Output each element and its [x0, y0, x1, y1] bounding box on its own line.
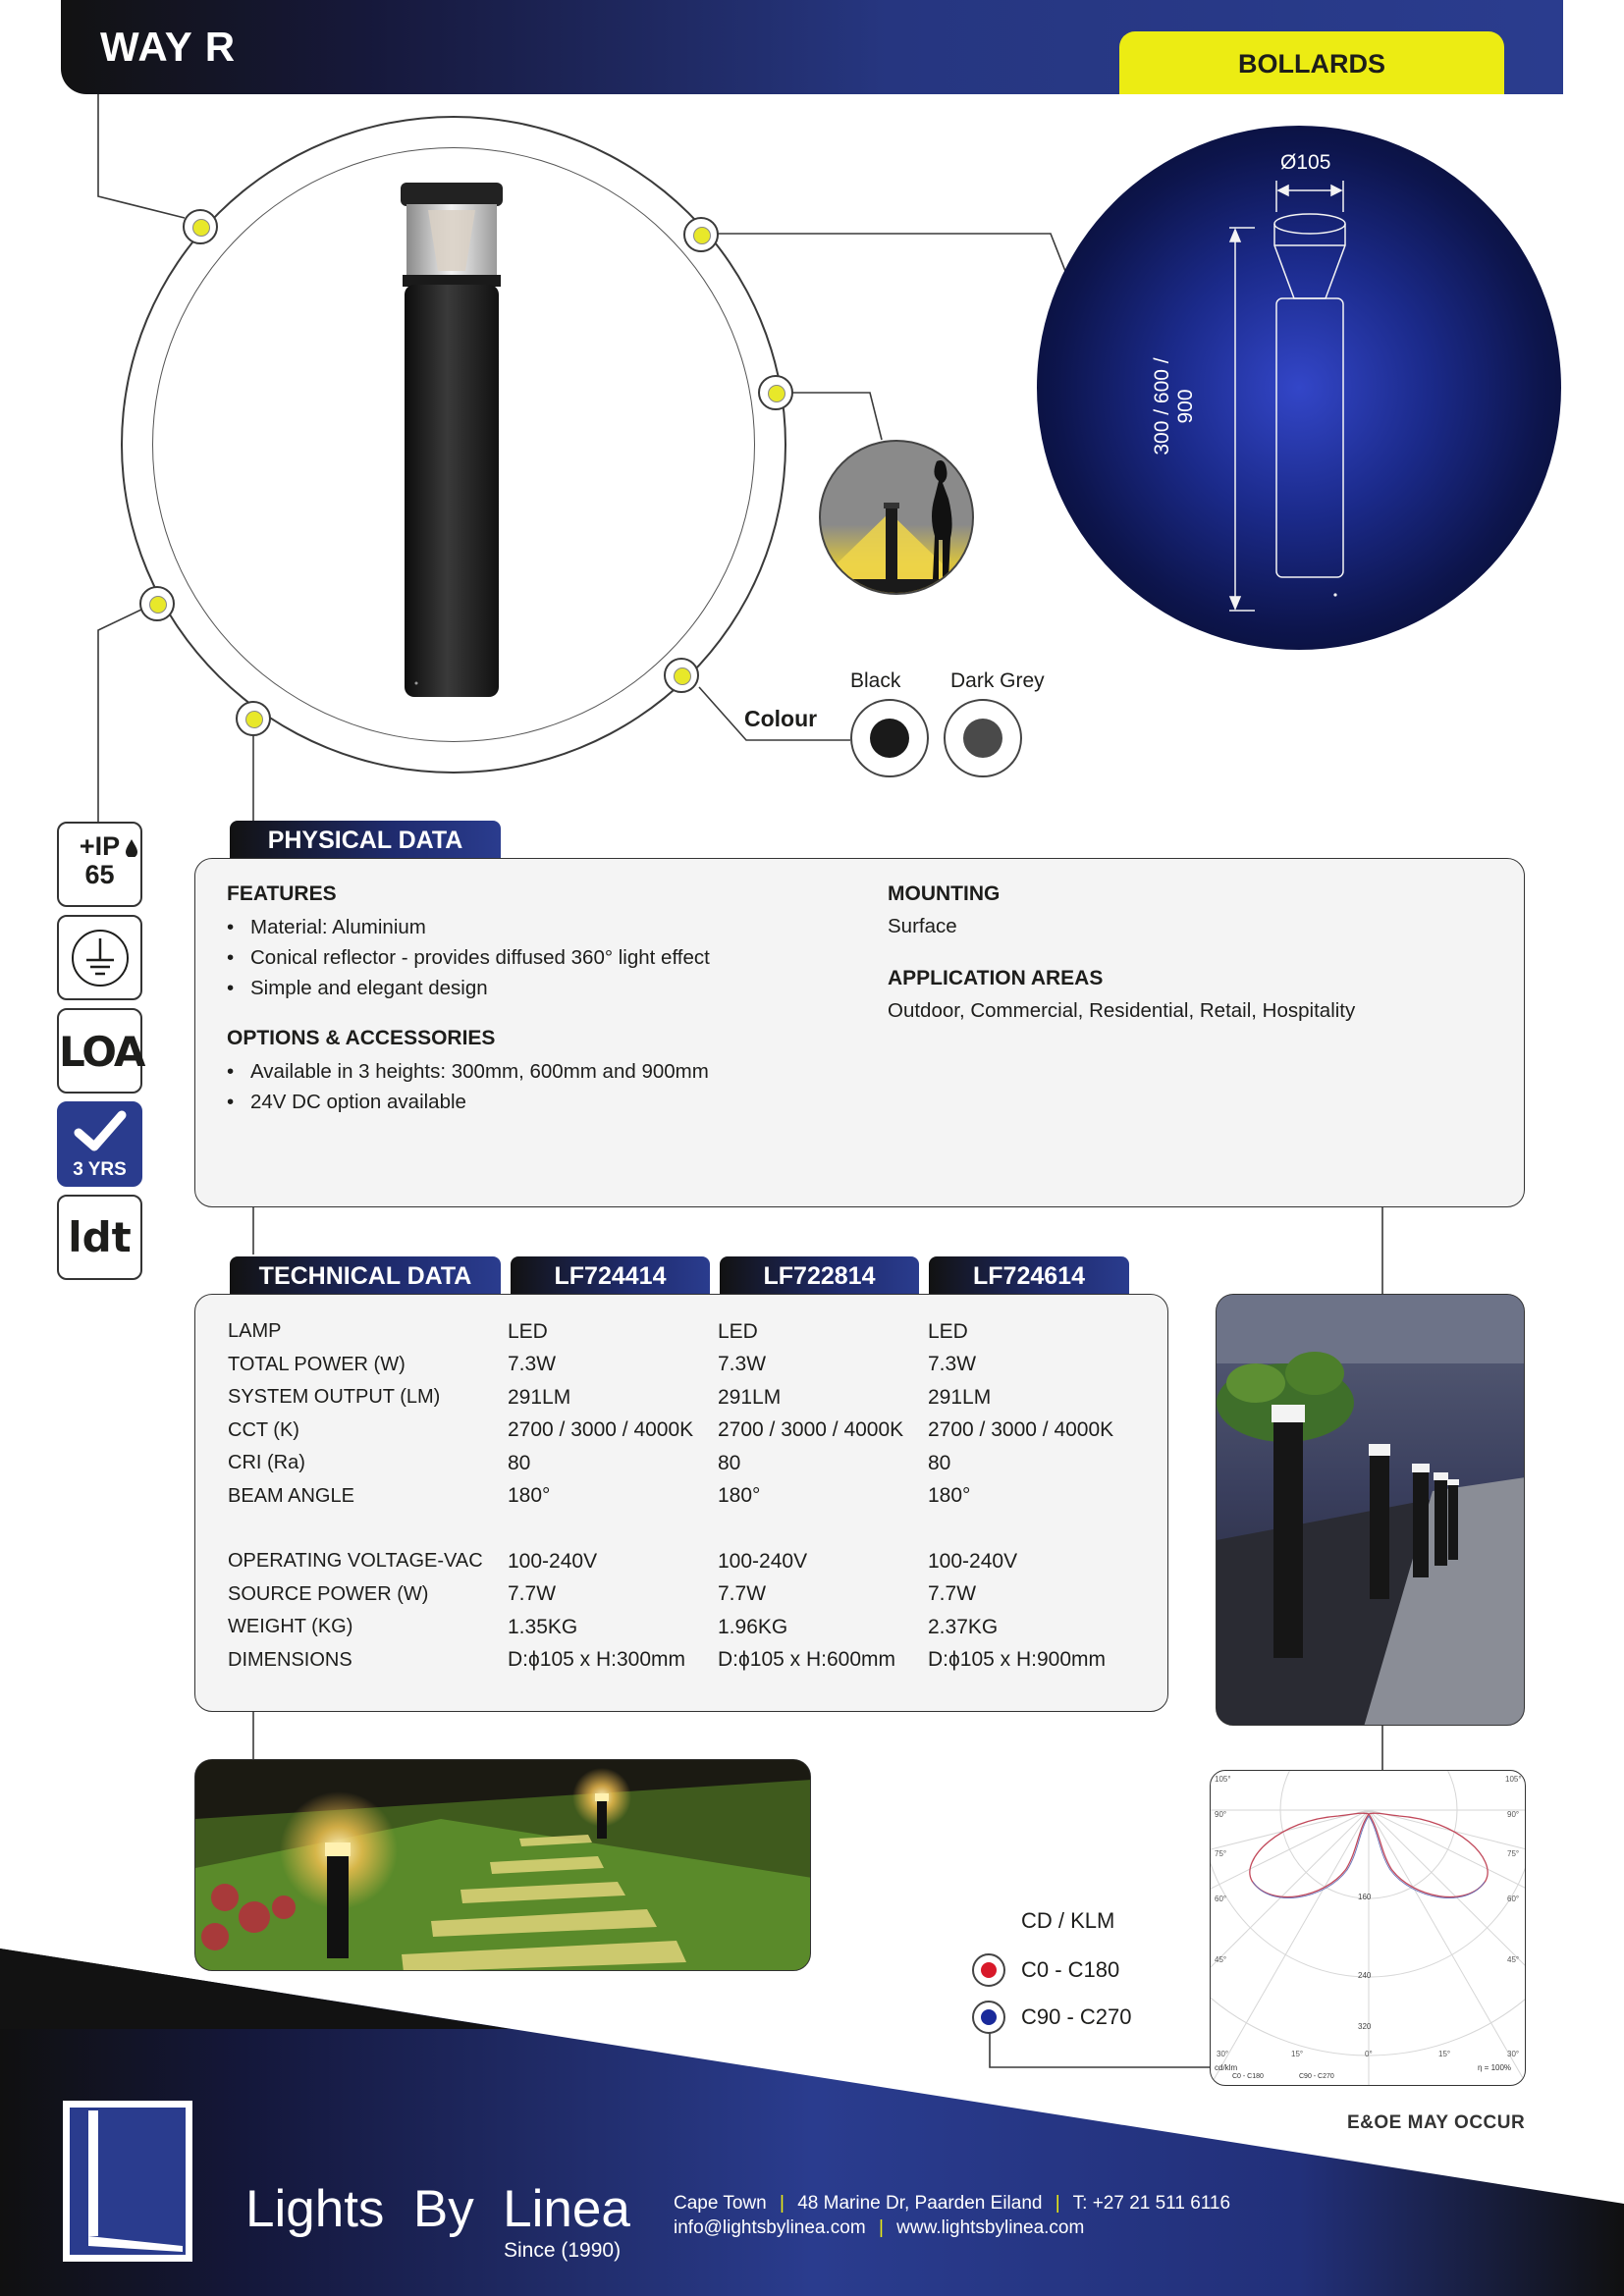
- spec-value: 180°: [718, 1484, 761, 1508]
- features-heading: FEATURES: [227, 882, 337, 905]
- spec-value: 7.3W: [508, 1353, 557, 1376]
- corner-unit-label: cd/klm: [1215, 2063, 1238, 2072]
- angle-label: 45°: [1507, 1955, 1520, 1964]
- spec-value: 100-240V: [508, 1549, 598, 1573]
- spec-value: 80: [508, 1451, 531, 1474]
- loa-badge: [57, 1008, 142, 1094]
- ring-marker[interactable]: [183, 209, 218, 244]
- spec-value: 7.7W: [928, 1582, 977, 1606]
- spec-label: CCT (K): [228, 1418, 299, 1441]
- tab-physical-data[interactable]: PHYSICAL DATA: [230, 821, 501, 860]
- table-row: [228, 1611, 1138, 1644]
- spec-label: CRI (Ra): [228, 1452, 305, 1474]
- ring-marker[interactable]: [758, 375, 793, 410]
- photometric-unit-label: CD / KLM: [1021, 1908, 1115, 1933]
- category-tab[interactable]: BOLLARDS: [1119, 31, 1504, 94]
- angle-label: 45°: [1215, 1955, 1227, 1964]
- brand-name: Lights By Linea: [245, 2180, 630, 2238]
- angle-label: 105°: [1215, 1775, 1231, 1784]
- ring-label: 240: [1358, 1971, 1372, 1980]
- table-row: [228, 1480, 1138, 1514]
- contact-line-2: [674, 2217, 1084, 2239]
- swatch-dark-grey[interactable]: [944, 699, 1022, 777]
- tab-model-lf724414[interactable]: LF724414: [511, 1256, 710, 1296]
- checkmark-icon: [59, 1103, 141, 1158]
- mini-legend-c90: C90 - C270: [1299, 2073, 1334, 2080]
- separator: |: [1055, 2193, 1060, 2214]
- spec-label: OPERATING VOLTAGE-VAC: [228, 1550, 483, 1573]
- spec-value: 80: [718, 1451, 741, 1474]
- table-row: [228, 1578, 1138, 1612]
- spec-value: 7.3W: [928, 1353, 977, 1376]
- spec-value: 100-240V: [718, 1549, 808, 1573]
- disclaimer: E&OE MAY OCCUR: [1347, 2112, 1526, 2133]
- spec-value: 7.3W: [718, 1353, 767, 1376]
- bollard-product-image: [393, 181, 511, 705]
- application-heading: APPLICATION AREAS: [888, 967, 1104, 989]
- angle-label: 60°: [1507, 1895, 1520, 1903]
- spec-value: 291LM: [508, 1385, 571, 1409]
- ring-marker[interactable]: [236, 701, 271, 736]
- spec-label: BEAM ANGLE: [228, 1484, 354, 1507]
- angle-label: 60°: [1215, 1895, 1227, 1903]
- website-link[interactable]: www.lightsbylinea.com: [896, 2217, 1085, 2238]
- angle-label: 90°: [1507, 1810, 1520, 1819]
- ring-marker[interactable]: [683, 217, 719, 252]
- angle-label: 15°: [1438, 2050, 1451, 2058]
- legend-c0-label: C0 - C180: [1021, 1957, 1120, 1982]
- spec-label: SYSTEM OUTPUT (LM): [228, 1386, 441, 1409]
- list-item: • Conical reflector - provides diffused 360° light effect: [227, 942, 855, 973]
- warranty-badge: [57, 1101, 142, 1187]
- mounting-heading: MOUNTING: [888, 882, 1001, 905]
- spec-value: 1.35KG: [508, 1615, 578, 1638]
- water-drop-icon: [126, 839, 137, 857]
- height-label: 300 / 600 / 900: [1151, 357, 1197, 455]
- features-list: [227, 912, 855, 1003]
- table-row: [228, 1415, 1138, 1448]
- colour-label: Colour: [744, 706, 818, 731]
- table-row: [228, 1644, 1138, 1678]
- spec-value: D:ϕ105 x H:900mm: [928, 1648, 1106, 1672]
- options-list: [227, 1056, 855, 1117]
- garden-path-photo: [194, 1759, 811, 1971]
- swatch-black-label: Black: [850, 669, 901, 692]
- list-item: • Material: Aluminium: [227, 912, 855, 942]
- angle-label: 105°: [1505, 1775, 1522, 1784]
- spec-value: LED: [928, 1319, 968, 1343]
- loa-label: LOA: [59, 1028, 144, 1076]
- physical-data-panel: [194, 858, 1525, 1207]
- spec-label: LAMP: [228, 1320, 282, 1343]
- beam-scene-illustration: [819, 440, 974, 595]
- spec-value: 180°: [508, 1484, 551, 1508]
- earth-class-badge: [57, 915, 142, 1000]
- tab-model-lf724614[interactable]: LF724614: [929, 1256, 1129, 1296]
- ip65-badge: [57, 822, 142, 907]
- list-item: • Available in 3 heights: 300mm, 600mm and 900mm: [227, 1056, 855, 1087]
- ring-marker[interactable]: [664, 658, 699, 693]
- tab-technical-data[interactable]: TECHNICAL DATA: [230, 1256, 501, 1296]
- table-spacer: [228, 1513, 1138, 1545]
- spec-value: 2.37KG: [928, 1615, 999, 1638]
- bollard-installation-photo: [1216, 1294, 1525, 1726]
- spec-label: TOTAL POWER (W): [228, 1353, 406, 1375]
- spec-label: SOURCE POWER (W): [228, 1582, 429, 1605]
- technical-data-table: [228, 1315, 1138, 1677]
- spec-label: WEIGHT (KG): [228, 1616, 353, 1638]
- efficiency-label: η = 100%: [1478, 2063, 1512, 2072]
- ring-label: 320: [1358, 2022, 1372, 2031]
- contact-address: 48 Marine Dr, Paarden Eiland: [797, 2193, 1043, 2214]
- swatch-black[interactable]: [850, 699, 929, 777]
- spec-value: D:ϕ105 x H:300mm: [508, 1648, 685, 1672]
- angle-label: 30°: [1217, 2050, 1229, 2058]
- table-row: [228, 1447, 1138, 1480]
- ip-rating: 65: [84, 860, 115, 889]
- list-item: • Simple and elegant design: [227, 973, 855, 1003]
- contact-phone[interactable]: T: +27 21 511 6116: [1072, 2193, 1231, 2214]
- spec-value: LED: [718, 1319, 758, 1343]
- product-title: WAY R: [100, 24, 237, 70]
- mini-legend-c0: C0 - C180: [1232, 2073, 1264, 2080]
- legend-c90-label: C90 - C270: [1021, 2004, 1132, 2029]
- spec-value: 7.7W: [508, 1582, 557, 1606]
- separator: |: [780, 2193, 785, 2214]
- options-heading: OPTIONS & ACCESSORIES: [227, 1027, 496, 1049]
- spec-value: 2700 / 3000 / 4000K: [928, 1418, 1114, 1442]
- application-value: Outdoor, Commercial, Residential, Retail, Hospitality: [888, 999, 1356, 1022]
- table-row: [228, 1545, 1138, 1578]
- mounting-value: Surface: [888, 915, 957, 937]
- ldt-label: ldt: [68, 1213, 132, 1261]
- angle-label: 75°: [1507, 1849, 1520, 1858]
- earth-ground-icon: [59, 917, 141, 999]
- ring-label: 160: [1358, 1893, 1372, 1901]
- table-row: [228, 1381, 1138, 1415]
- spec-value: 7.7W: [718, 1582, 767, 1606]
- contact-email-link[interactable]: info@lightsbylinea.com: [674, 2217, 866, 2238]
- ldt-badge: [57, 1195, 142, 1280]
- angle-label: 90°: [1215, 1810, 1227, 1819]
- spec-value: 2700 / 3000 / 4000K: [718, 1418, 904, 1442]
- brand-since: Since (1990): [504, 2239, 622, 2262]
- ring-marker[interactable]: [139, 586, 175, 621]
- warranty-label: 3 YRS: [73, 1159, 127, 1180]
- spec-value: 1.96KG: [718, 1615, 788, 1638]
- swatch-darkgrey-label: Dark Grey: [950, 669, 1045, 692]
- spec-value: 291LM: [718, 1385, 782, 1409]
- table-row: [228, 1315, 1138, 1349]
- spec-value: 291LM: [928, 1385, 992, 1409]
- angle-label: 15°: [1291, 2050, 1304, 2058]
- angle-label: 0°: [1365, 2050, 1373, 2058]
- footer-background: [0, 1949, 1624, 2296]
- tab-model-lf722814[interactable]: LF722814: [720, 1256, 919, 1296]
- spec-value: D:ϕ105 x H:600mm: [718, 1648, 895, 1672]
- ip-label: +IP: [79, 831, 121, 861]
- spec-value: 100-240V: [928, 1549, 1018, 1573]
- dimension-diagram: [1037, 126, 1561, 650]
- contact-city: Cape Town: [674, 2193, 767, 2214]
- angle-label: 30°: [1507, 2050, 1520, 2058]
- linea-logo-icon: [61, 2099, 194, 2264]
- list-item: • 24V DC option available: [227, 1087, 855, 1117]
- angle-label: 75°: [1215, 1849, 1227, 1858]
- spec-value: 2700 / 3000 / 4000K: [508, 1418, 694, 1442]
- spec-label: DIMENSIONS: [228, 1648, 352, 1671]
- spec-value: 180°: [928, 1484, 971, 1508]
- contact-line-1: [674, 2193, 1230, 2215]
- diameter-label: Ø105: [1280, 151, 1331, 174]
- separator: |: [878, 2217, 884, 2238]
- spec-value: 80: [928, 1451, 951, 1474]
- spec-value: LED: [508, 1319, 548, 1343]
- table-row: [228, 1349, 1138, 1382]
